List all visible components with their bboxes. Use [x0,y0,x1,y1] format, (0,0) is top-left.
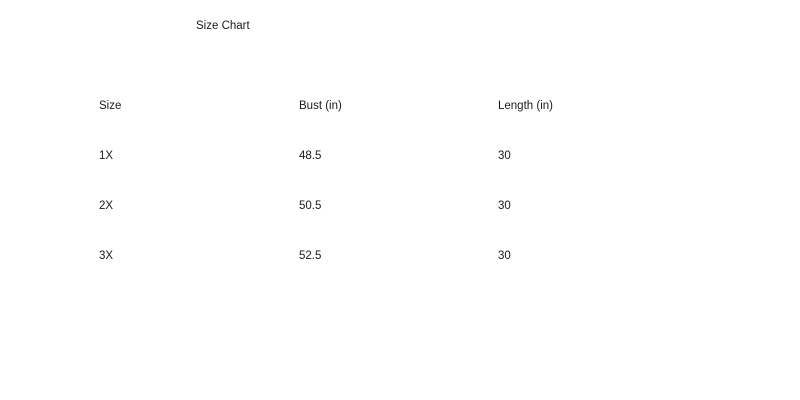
cell-length: 30 [498,250,511,262]
column-header-size: Size [99,100,122,112]
column-header-length: Length (in) [498,100,553,112]
page-title: Size Chart [196,20,250,32]
table-body [99,148,619,298]
cell-size: 2X [99,200,114,212]
cell-bust: 52.5 [299,250,322,262]
cell-size: 1X [99,150,114,162]
table-header-row [99,98,619,148]
cell-bust: 48.5 [299,150,322,162]
cell-length: 30 [498,200,511,212]
size-chart-table [99,98,619,298]
cell-length: 30 [498,150,511,162]
cell-bust: 50.5 [299,200,322,212]
table-row [99,248,619,298]
cell-size: 3X [99,250,114,262]
table-header [99,98,619,148]
table-row [99,198,619,248]
column-header-bust: Bust (in) [299,100,342,112]
table-row [99,148,619,198]
